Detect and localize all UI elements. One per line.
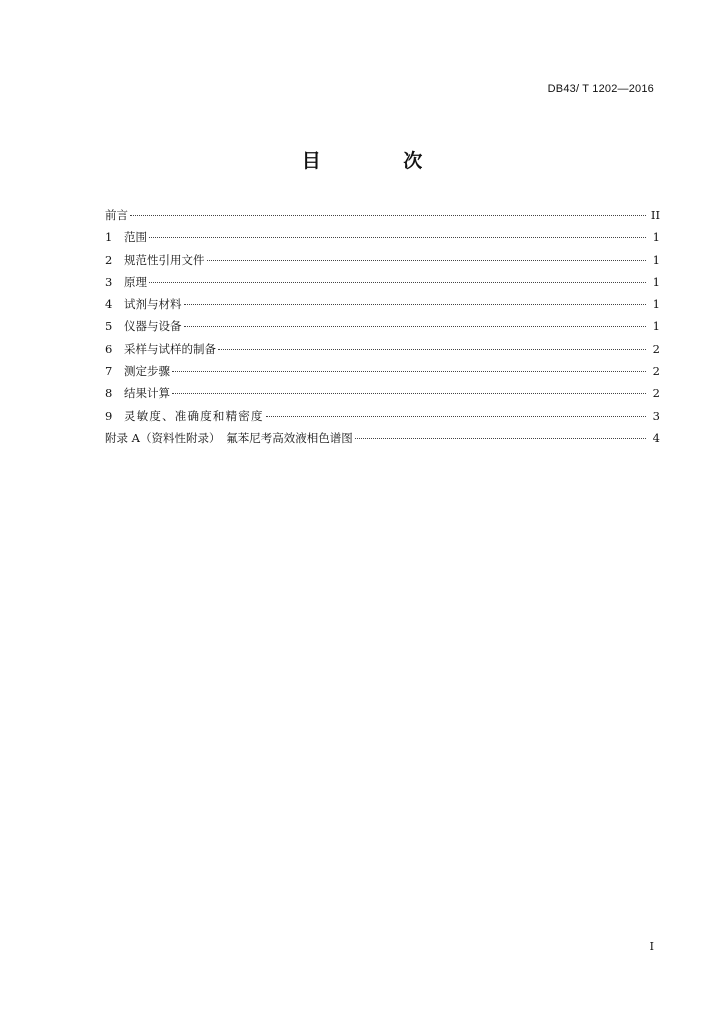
toc-entry-label: 附录 A（资料性附录） 氟苯尼考高效液相色谱图 — [105, 430, 353, 445]
toc-entry-number: 6 — [105, 341, 113, 356]
toc-entry-page: 1 — [652, 274, 660, 289]
dot-leader — [266, 416, 646, 417]
toc-entry-number: 5 — [105, 319, 113, 334]
toc-entry-label: 灵敏度、准确度和精密度 — [124, 408, 264, 423]
toc-entry-procedure[interactable] — [105, 360, 660, 382]
dot-leader — [149, 282, 646, 283]
toc-entry-label: 仪器与设备 — [124, 319, 182, 334]
toc-entry-calculation[interactable] — [105, 382, 660, 404]
toc-entry-page: 2 — [652, 386, 660, 401]
toc-entry-label: 原理 — [124, 274, 147, 289]
toc-entry-reagents[interactable] — [105, 293, 660, 315]
toc-entry-foreword[interactable] — [105, 204, 660, 226]
page-number: I — [649, 940, 654, 953]
dot-leader — [149, 237, 646, 238]
toc-entry-label: 采样与试样的制备 — [124, 341, 216, 356]
toc-entry-page: 3 — [652, 408, 660, 423]
dot-leader — [218, 349, 646, 350]
toc-entry-annex-a[interactable] — [105, 427, 660, 449]
toc-entry-page: 2 — [652, 341, 660, 356]
toc-entry-page: 1 — [652, 230, 660, 245]
document-code-header: DB43/ T 1202—2016 — [547, 83, 654, 95]
toc-entry-number: 7 — [105, 364, 113, 379]
toc-entry-number: 4 — [105, 297, 113, 312]
toc-entry-page: 2 — [652, 364, 660, 379]
toc-entry-label: 规范性引用文件 — [124, 252, 205, 267]
toc-entry-label: 测定步骤 — [124, 364, 170, 379]
dot-leader — [172, 371, 646, 372]
toc-title: 目 次 — [301, 150, 461, 172]
table-of-contents — [105, 204, 660, 449]
toc-entry-page: II — [650, 208, 660, 222]
toc-entry-label: 试剂与材料 — [124, 297, 182, 312]
toc-entry-normative-references[interactable] — [105, 249, 660, 271]
toc-entry-page: 1 — [652, 252, 660, 267]
toc-entry-number: 2 — [105, 252, 113, 267]
dot-leader — [184, 326, 647, 327]
toc-entry-sampling[interactable] — [105, 338, 660, 360]
toc-entry-apparatus[interactable] — [105, 315, 660, 337]
dot-leader — [207, 260, 647, 261]
toc-entry-number: 8 — [105, 386, 113, 401]
toc-entry-sensitivity[interactable] — [105, 405, 660, 427]
toc-entry-principle[interactable] — [105, 271, 660, 293]
toc-entry-number: 9 — [105, 408, 113, 423]
dot-leader — [355, 438, 646, 439]
toc-entry-number: 3 — [105, 274, 113, 289]
toc-entry-label: 结果计算 — [124, 386, 170, 401]
toc-entry-scope[interactable] — [105, 226, 660, 248]
toc-entry-page: 1 — [652, 319, 660, 334]
toc-entry-number: 1 — [105, 230, 113, 245]
dot-leader — [130, 215, 646, 216]
dot-leader — [172, 393, 646, 394]
toc-entry-page: 1 — [652, 297, 660, 312]
dot-leader — [184, 304, 647, 305]
toc-entry-page: 4 — [652, 430, 660, 445]
toc-entry-label: 前言 — [105, 208, 128, 222]
toc-entry-label: 范围 — [124, 230, 147, 245]
